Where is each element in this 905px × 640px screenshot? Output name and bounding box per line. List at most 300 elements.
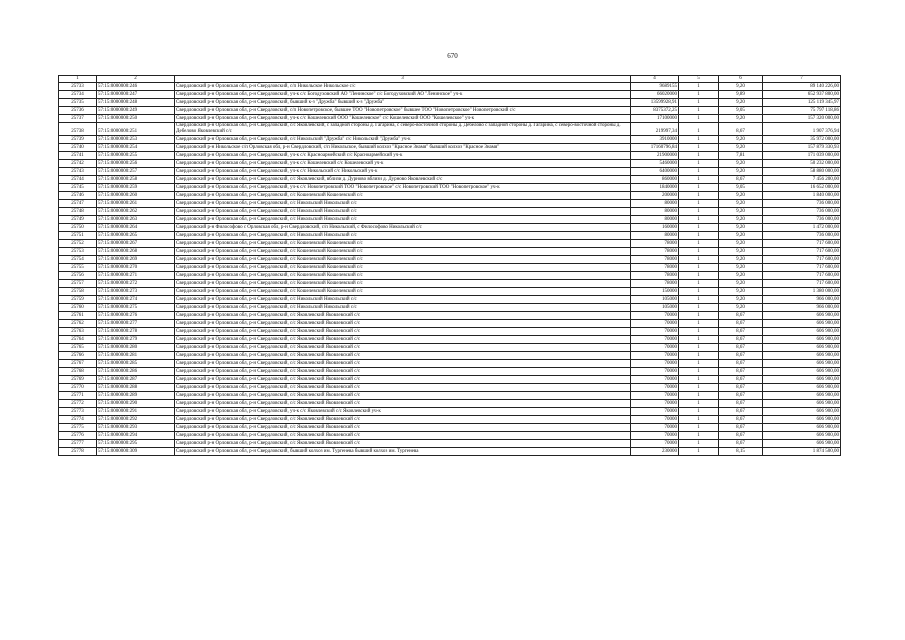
rate-value-cell: 8,67 [719, 176, 763, 184]
count-value-cell: 1 [679, 296, 719, 304]
count-value-cell: 1 [679, 320, 719, 328]
rate-value-cell: 8,67 [719, 336, 763, 344]
location-description-cell: Свердловский р-н Орловская обл, р-н Свердловский, с/с Яковлевский Яковлевский с/с [175, 336, 631, 344]
location-description-cell: Свердловский р-н Орловская обл, р-н Свердловский, с/с Яковлевский Яковлевский с/с [175, 360, 631, 368]
cadastral-number-cell: 57:15:0000000:264 [97, 224, 175, 232]
count-value-cell: 1 [679, 248, 719, 256]
rate-value-cell: 8,67 [719, 312, 763, 320]
row-number-cell: 25743 [59, 168, 97, 176]
location-description-cell: Свердловский р-н Орловская обл, р-н Свердловский, с/с Яковлевский Яковлевский с/с [175, 440, 631, 448]
row-number-cell: 25745 [59, 184, 97, 192]
rate-value-cell: 8,67 [719, 320, 763, 328]
cadastral-value-cell: 736 000,00 [763, 232, 841, 240]
location-description-cell: Свердловский р-н Орловская обл, р-н Свердловский, бывший колхоз им. Тургенева бывший колхоз им. Тургенева [175, 448, 631, 456]
row-number-cell: 25763 [59, 328, 97, 336]
count-value-cell: 1 [679, 288, 719, 296]
count-value-cell: 1 [679, 424, 719, 432]
area-value-cell: 70000 [631, 408, 679, 416]
count-value-cell: 1 [679, 176, 719, 184]
rate-value-cell: 9,20 [719, 208, 763, 216]
rate-value-cell: 9,20 [719, 280, 763, 288]
area-value-cell: 105000 [631, 296, 679, 304]
location-description-cell: Свердловский р-н Орловская обл, р-н Свердловский, с/с Никольский Никольский с/с [175, 208, 631, 216]
rate-value-cell: 8,67 [719, 400, 763, 408]
cadastral-number-cell: 57:15:0000000:274 [97, 296, 175, 304]
cadastral-number-cell: 57:15:0000000:249 [97, 107, 175, 115]
table-header [59, 76, 841, 83]
location-description-cell: Свердловский р-н Орловская обл, р-н Свердловский, с/с Кошелевский Кошелевский с/с [175, 280, 631, 288]
row-number-cell: 25748 [59, 208, 97, 216]
count-value-cell: 1 [679, 432, 719, 440]
cadastral-number-cell: 57:15:0000000:277 [97, 320, 175, 328]
table-row [59, 344, 841, 352]
rate-value-cell: 9,20 [719, 288, 763, 296]
location-description-cell: Свердловский р-н Орловская обл, р-н Свердловский, с/с Яковлевский Яковлевский с/с [175, 328, 631, 336]
location-description-cell: Свердловский р-н Орловская обл, р-н Свердловский, с/с Кошелевский Кошелевский с/с [175, 192, 631, 200]
cadastral-number-cell: 57:15:0000000:280 [97, 344, 175, 352]
count-value-cell: 1 [679, 328, 719, 336]
table-row [59, 216, 841, 224]
rate-value-cell: 9,20 [719, 192, 763, 200]
area-value-cell: 105000 [631, 304, 679, 312]
cadastral-value-cell: 35 972 000,00 [763, 136, 841, 144]
rate-value-cell: 9,20 [719, 264, 763, 272]
location-description-cell: Свердловский р-н Орловская обл, р-н Свердловский, с/с Никольский "Дружба" с/с Никольский "Дружба" уч-к [175, 136, 631, 144]
area-value-cell: 9689155 [631, 83, 679, 91]
cadastral-value-cell: 606 900,00 [763, 440, 841, 448]
cadastral-number-cell: 57:15:0000000:262 [97, 208, 175, 216]
cadastral-value-cell: 652 937 800,00 [763, 91, 841, 99]
area-value-cell: 3910000 [631, 136, 679, 144]
count-value-cell: 1 [679, 304, 719, 312]
count-value-cell: 1 [679, 368, 719, 376]
cadastral-number-cell: 57:15:0000000:272 [97, 280, 175, 288]
area-value-cell: 200000 [631, 192, 679, 200]
table-row [59, 288, 841, 296]
location-description-cell: Свердловский р-н Орловская обл, р-н Свердловский, с/с Яковлевский Яковлевский с/с [175, 368, 631, 376]
cadastral-value-cell: 717 600,00 [763, 264, 841, 272]
row-number-cell: 25771 [59, 392, 97, 400]
area-value-cell: 150000 [631, 288, 679, 296]
area-value-cell: 70000 [631, 424, 679, 432]
count-value-cell: 1 [679, 264, 719, 272]
column-header-1: 1 [59, 76, 97, 83]
table-row [59, 440, 841, 448]
rate-value-cell: 9,05 [719, 184, 763, 192]
area-value-cell: 70000 [631, 400, 679, 408]
cadastral-number-cell: 57:15:0000000:292 [97, 416, 175, 424]
area-value-cell: 6400000 [631, 168, 679, 176]
rate-value-cell: 9,05 [719, 107, 763, 115]
row-number-cell: 25774 [59, 416, 97, 424]
area-value-cell: 78000 [631, 248, 679, 256]
count-value-cell: 1 [679, 83, 719, 91]
rate-value-cell: 9,89 [719, 91, 763, 99]
location-description-cell: Свердловский р-н Орловская обл, р-н Свердловский, с/с Кошелевский Кошелевский с/с [175, 256, 631, 264]
row-number-cell: 25758 [59, 288, 97, 296]
rate-value-cell: 9,20 [719, 240, 763, 248]
cadastral-number-cell: 57:15:0000000:248 [97, 99, 175, 107]
area-value-cell: 8375372,25 [631, 107, 679, 115]
cadastral-number-cell: 57:15:0000000:254 [97, 144, 175, 152]
count-value-cell: 1 [679, 224, 719, 232]
count-value-cell: 1 [679, 208, 719, 216]
cadastral-number-cell: 57:15:0000000:294 [97, 432, 175, 440]
cadastral-value-cell: 606 900,00 [763, 344, 841, 352]
location-description-cell: Свердловский р-н Орловская обл, р-н Свердловский, с/с Никольский Никольский с/с [175, 216, 631, 224]
location-description-cell: Свердловский р-н Орловская обл, р-н Свердловский, с/с Яковлевский, вблизи д. Дурново вблизи д. Дурново Яковлевский с/с [175, 176, 631, 184]
cadastral-number-cell: 57:15:0000000:247 [97, 91, 175, 99]
rate-value-cell: 9,20 [719, 248, 763, 256]
table-row [59, 232, 841, 240]
cadastral-value-cell: 606 900,00 [763, 336, 841, 344]
location-description-cell: Свердловский р-н Орловская обл, р-н Свердловский, с/с Никольский Никольский с/с [175, 232, 631, 240]
cadastral-value-cell: 89 140 226,00 [763, 83, 841, 91]
row-number-cell: 25760 [59, 304, 97, 312]
rate-value-cell: 8,67 [719, 432, 763, 440]
table-row [59, 123, 841, 136]
cadastral-value-cell: 1 874 500,00 [763, 448, 841, 456]
area-value-cell: 80000 [631, 208, 679, 216]
cadastral-number-cell: 57:15:0000000:267 [97, 240, 175, 248]
row-number-cell: 25761 [59, 312, 97, 320]
table-row [59, 432, 841, 440]
count-value-cell: 1 [679, 152, 719, 160]
row-number-cell: 25778 [59, 448, 97, 456]
rate-value-cell: 9,20 [719, 144, 763, 152]
location-description-cell: Свердловский р-н Орловская обл, р-н Свердловский, бывший к-з "Дружба" бывший к-з "Дружба" [175, 99, 631, 107]
column-header-6: 6 [719, 76, 763, 83]
area-value-cell: 70000 [631, 320, 679, 328]
row-number-cell: 25751 [59, 232, 97, 240]
row-number-cell: 25747 [59, 200, 97, 208]
cadastral-number-cell: 57:15:0000000:288 [97, 384, 175, 392]
table-row [59, 368, 841, 376]
rate-value-cell: 8,67 [719, 352, 763, 360]
page-number: 670 [447, 52, 458, 60]
cadastral-number-cell: 57:15:0000000:261 [97, 200, 175, 208]
cadastral-number-cell: 57:15:0000000:258 [97, 176, 175, 184]
location-description-cell: Свердловский р-н Орловская обл, р-н Свердловский, с/с Никольский Никольский с/с [175, 296, 631, 304]
cadastral-value-cell: 717 600,00 [763, 272, 841, 280]
cadastral-value-cell: 736 000,00 [763, 200, 841, 208]
count-value-cell: 1 [679, 336, 719, 344]
location-description-cell: Свердловский р-н Орловская обл, р-н Свердловский, с/с Никольский Никольский с/с [175, 304, 631, 312]
row-number-cell: 25775 [59, 424, 97, 432]
rate-value-cell: 8,67 [719, 424, 763, 432]
area-value-cell: 80000 [631, 232, 679, 240]
cadastral-value-cell: 606 900,00 [763, 352, 841, 360]
cadastral-value-cell: 75 797 118,86 [763, 107, 841, 115]
area-value-cell: 70000 [631, 312, 679, 320]
area-value-cell: 70000 [631, 328, 679, 336]
rate-value-cell: 9,20 [719, 83, 763, 91]
location-description-cell: Свердловский р-н Орловская обл, р-н Свердловский, с/с Яковлевский Яковлевский с/с [175, 432, 631, 440]
location-description-cell: Свердловский р-н Орловская обл, р-н Свердловский, уч-к с/с Кошелевский ООО "Кошелевское" с/с Кошелевский ООО "Кошелевское" уч-к [175, 115, 631, 123]
location-description-cell: Свердловский р-н Никольское с/п Орловская обл, р-н Свердловский, с/п Никольское, бывший колхоз "Красное Знамя" бывший колхоз "Красное Знамя" [175, 144, 631, 152]
cadastral-value-cell: 1 840 000,00 [763, 192, 841, 200]
count-value-cell: 1 [679, 99, 719, 107]
cadastral-number-cell: 57:15:0000000:263 [97, 216, 175, 224]
land-registry-table [58, 75, 841, 456]
count-value-cell: 1 [679, 352, 719, 360]
cadastral-value-cell: 606 900,00 [763, 416, 841, 424]
table-row [59, 107, 841, 115]
cadastral-value-cell: 157 320 000,00 [763, 115, 841, 123]
table-row [59, 400, 841, 408]
cadastral-number-cell: 57:15:0000000:268 [97, 248, 175, 256]
cadastral-number-cell: 57:15:0000000:269 [97, 256, 175, 264]
count-value-cell: 1 [679, 240, 719, 248]
table-row [59, 360, 841, 368]
table-row [59, 192, 841, 200]
count-value-cell: 1 [679, 192, 719, 200]
cadastral-number-cell: 57:15:0000000:273 [97, 288, 175, 296]
count-value-cell: 1 [679, 136, 719, 144]
cadastral-value-cell: 125 119 345,97 [763, 99, 841, 107]
cadastral-number-cell: 57:15:0000000:256 [97, 160, 175, 168]
location-description-cell: Свердловский р-н Орловская обл, р-н Свердловский, с/п Новопетровское, бывшее ТОО "Новопетровское" бывшее ТОО "Новопетровское" Новопетровский с/с [175, 107, 631, 115]
cadastral-value-cell: 606 900,00 [763, 432, 841, 440]
cadastral-number-cell: 57:15:0000000:255 [97, 152, 175, 160]
column-header-5: 5 [679, 76, 719, 83]
table-row [59, 408, 841, 416]
area-value-cell: 70000 [631, 376, 679, 384]
rate-value-cell: 9,20 [719, 232, 763, 240]
rate-value-cell: 9,20 [719, 99, 763, 107]
table-row [59, 152, 841, 160]
location-description-cell: Свердловский р-н Орловская обл, р-н Свердловский, с/с Яковлевский Яковлевский с/с [175, 376, 631, 384]
cadastral-value-cell: 16 652 000,00 [763, 184, 841, 192]
row-number-cell: 25755 [59, 264, 97, 272]
count-value-cell: 1 [679, 400, 719, 408]
rate-value-cell: 9,20 [719, 216, 763, 224]
row-number-cell: 25742 [59, 160, 97, 168]
table-row [59, 176, 841, 184]
cadastral-number-cell: 57:15:0000000:271 [97, 272, 175, 280]
table-row [59, 160, 841, 168]
location-description-cell: Свердловский р-н Орловская обл, р-н Свердловский, уч-к с/с Никольский с/с Никольский уч-к [175, 168, 631, 176]
count-value-cell: 1 [679, 440, 719, 448]
area-value-cell: 70000 [631, 392, 679, 400]
location-description-cell: Свердловский р-н Орловская обл, р-н Свердловский, уч-к с/с Красноармейский с/с Красноармейский уч-к [175, 152, 631, 160]
cadastral-number-cell: 57:15:0000000:287 [97, 376, 175, 384]
area-value-cell: 160000 [631, 224, 679, 232]
row-number-cell: 25738 [59, 123, 97, 136]
rate-value-cell: 9,20 [719, 115, 763, 123]
row-number-cell: 25737 [59, 115, 97, 123]
count-value-cell: 1 [679, 256, 719, 264]
area-value-cell: 5460000 [631, 160, 679, 168]
cadastral-number-cell: 57:15:0000000:309 [97, 448, 175, 456]
column-header-4: 4 [631, 76, 679, 83]
location-description-cell: Свердловский р-н Орловская обл, р-н Свердловский, с/с Кошелевский Кошелевский с/с [175, 272, 631, 280]
cadastral-number-cell: 57:15:0000000:281 [97, 352, 175, 360]
cadastral-value-cell: 58 880 000,00 [763, 168, 841, 176]
rate-value-cell: 9,20 [719, 256, 763, 264]
rate-value-cell: 8,15 [719, 448, 763, 456]
cadastral-value-cell: 1 472 000,00 [763, 224, 841, 232]
area-value-cell: 70000 [631, 440, 679, 448]
table-row [59, 424, 841, 432]
row-number-cell: 25772 [59, 400, 97, 408]
cadastral-number-cell: 57:15:0000000:253 [97, 136, 175, 144]
table-row [59, 184, 841, 192]
location-description-cell: Свердловский р-н Орловская обл, р-н Свердловский, с/с Яковлевский Яковлевский с/с [175, 352, 631, 360]
location-description-cell: Свердловский р-н Орловская обл, р-н Свердловский, с/с Кошелевский Кошелевский с/с [175, 264, 631, 272]
row-number-cell: 25754 [59, 256, 97, 264]
cadastral-number-cell: 57:15:0000000:251 [97, 123, 175, 136]
location-description-cell: Свердловский р-н Орловская обл, р-н Свердловский, с/с Яковлевский Яковлевский с/с [175, 312, 631, 320]
location-description-cell: Свердловский р-н Орловская обл, р-н Свердловский, с/с Яковлевский Яковлевский с/с [175, 384, 631, 392]
cadastral-value-cell: 157 879 330,93 [763, 144, 841, 152]
cadastral-value-cell: 606 900,00 [763, 368, 841, 376]
count-value-cell: 1 [679, 123, 719, 136]
rate-value-cell: 9,20 [719, 224, 763, 232]
row-number-cell: 25741 [59, 152, 97, 160]
area-value-cell: 70000 [631, 344, 679, 352]
area-value-cell: 70000 [631, 432, 679, 440]
area-value-cell: 70000 [631, 360, 679, 368]
cadastral-number-cell: 57:15:0000000:270 [97, 264, 175, 272]
row-number-cell: 25733 [59, 83, 97, 91]
cadastral-value-cell: 1 907 376,94 [763, 123, 841, 136]
cadastral-value-cell: 1 380 000,00 [763, 288, 841, 296]
cadastral-number-cell: 57:15:0000000:246 [97, 83, 175, 91]
column-header-2: 2 [97, 76, 175, 83]
cadastral-value-cell: 606 900,00 [763, 424, 841, 432]
area-value-cell: 70000 [631, 384, 679, 392]
table-row [59, 304, 841, 312]
area-value-cell: 70000 [631, 416, 679, 424]
area-value-cell: 78000 [631, 272, 679, 280]
cadastral-number-cell: 57:15:0000000:276 [97, 312, 175, 320]
cadastral-value-cell: 717 600,00 [763, 240, 841, 248]
area-value-cell: 13599928,91 [631, 99, 679, 107]
location-description-cell: Свердловский р-н Орловская обл, р-н Свердловский, уч-к с/с Богодуховский АО "Ленинское" с/с Богодуховский АО "Ленинское" уч-к [175, 91, 631, 99]
row-number-cell: 25764 [59, 336, 97, 344]
table-row [59, 144, 841, 152]
location-description-cell: Свердловский р-н Орловская обл, р-н Свердловский, уч-к с/с Кошелевский с/с Кошелевский уч-к [175, 160, 631, 168]
count-value-cell: 1 [679, 168, 719, 176]
location-description-cell: Свердловский р-н Орловская обл, р-н Свердловский, с/с Никольский Никольский с/с [175, 200, 631, 208]
area-value-cell: 21900000 [631, 152, 679, 160]
rate-value-cell: 8,67 [719, 384, 763, 392]
location-description-cell: Свердловский р-н Орловская обл, р-н Свердловский, с/с Яковлевский Яковлевский с/с [175, 320, 631, 328]
row-number-cell: 25768 [59, 368, 97, 376]
row-number-cell: 25777 [59, 440, 97, 448]
location-description-cell: Свердловский р-н Орловская обл, р-н Свердловский, с/с Яковлевский Яковлевский с/с [175, 344, 631, 352]
cadastral-number-cell: 57:15:0000000:260 [97, 192, 175, 200]
cadastral-value-cell: 606 900,00 [763, 408, 841, 416]
cadastral-value-cell: 50 232 000,00 [763, 160, 841, 168]
count-value-cell: 1 [679, 216, 719, 224]
count-value-cell: 1 [679, 392, 719, 400]
table-row [59, 448, 841, 456]
row-number-cell: 25744 [59, 176, 97, 184]
cadastral-value-cell: 736 000,00 [763, 208, 841, 216]
count-value-cell: 1 [679, 160, 719, 168]
cadastral-number-cell: 57:15:0000000:289 [97, 392, 175, 400]
cadastral-number-cell: 57:15:0000000:286 [97, 368, 175, 376]
table-row [59, 296, 841, 304]
count-value-cell: 1 [679, 448, 719, 456]
row-number-cell: 25769 [59, 376, 97, 384]
area-value-cell: 78000 [631, 264, 679, 272]
count-value-cell: 1 [679, 360, 719, 368]
cadastral-value-cell: 606 900,00 [763, 328, 841, 336]
row-number-cell: 25762 [59, 320, 97, 328]
cadastral-value-cell: 717 600,00 [763, 280, 841, 288]
row-number-cell: 25739 [59, 136, 97, 144]
count-value-cell: 1 [679, 144, 719, 152]
location-description-cell: Свердловский р-н Орловская обл, р-н Свердловский, с/с Яковлевский, с западной стороны д. Гагарина, с северо-восточной стороны д. Дебелово с западной стороны д. Гагарина, с северо-восточной стороны д. Дебелово Яковлевский с/с [175, 123, 631, 136]
location-description-cell: Свердловский р-н Философово с Орловская обл, р-н Свердловский, с/п Никольский, с Философово Никольский с/с [175, 224, 631, 232]
cadastral-value-cell: 7 456 200,00 [763, 176, 841, 184]
row-number-cell: 25736 [59, 107, 97, 115]
row-number-cell: 25740 [59, 144, 97, 152]
cadastral-number-cell: 57:15:0000000:279 [97, 336, 175, 344]
rate-value-cell: 9,20 [719, 200, 763, 208]
count-value-cell: 1 [679, 200, 719, 208]
location-description-cell: Свердловский р-н Орловская обл, р-н Свердловский, с/с Яковлевский Яковлевский с/с [175, 424, 631, 432]
cadastral-value-cell: 736 000,00 [763, 216, 841, 224]
table-row [59, 99, 841, 107]
cadastral-value-cell: 717 600,00 [763, 256, 841, 264]
cadastral-number-cell: 57:15:0000000:250 [97, 115, 175, 123]
cadastral-number-cell: 57:15:0000000:278 [97, 328, 175, 336]
area-value-cell: 70000 [631, 336, 679, 344]
rate-value-cell: 7,81 [719, 152, 763, 160]
table-row [59, 256, 841, 264]
table-row [59, 328, 841, 336]
cadastral-number-cell: 57:15:0000000:257 [97, 168, 175, 176]
row-number-cell: 25773 [59, 408, 97, 416]
count-value-cell: 1 [679, 232, 719, 240]
rate-value-cell: 8,67 [719, 408, 763, 416]
table-row [59, 376, 841, 384]
row-number-cell: 25770 [59, 384, 97, 392]
rate-value-cell: 9,20 [719, 168, 763, 176]
rate-value-cell: 8,67 [719, 360, 763, 368]
count-value-cell: 1 [679, 280, 719, 288]
count-value-cell: 1 [679, 312, 719, 320]
area-value-cell: 78000 [631, 256, 679, 264]
location-description-cell: Свердловский р-н Орловская обл, р-н Свердловский, с/с Яковлевский Яковлевский с/с [175, 400, 631, 408]
area-value-cell: 80000 [631, 200, 679, 208]
table-row [59, 83, 841, 91]
area-value-cell: 860000 [631, 176, 679, 184]
location-description-cell: Свердловский р-н Орловская обл, р-н Свердловский, с/с Яковлевский Яковлевский с/с [175, 392, 631, 400]
cadastral-value-cell: 606 900,00 [763, 360, 841, 368]
location-description-cell: Свердловский р-н Орловская обл, р-н Свердловский, с/с Кошелевский Кошелевский с/с [175, 288, 631, 296]
count-value-cell: 1 [679, 416, 719, 424]
table-row [59, 312, 841, 320]
table-row [59, 280, 841, 288]
table-row [59, 272, 841, 280]
area-value-cell: 70000 [631, 352, 679, 360]
table-row [59, 136, 841, 144]
cadastral-number-cell: 57:15:0000000:290 [97, 400, 175, 408]
area-value-cell: 230000 [631, 448, 679, 456]
table-row [59, 240, 841, 248]
row-number-cell: 25746 [59, 192, 97, 200]
cadastral-number-cell: 57:15:0000000:265 [97, 232, 175, 240]
cadastral-number-cell: 57:15:0000000:285 [97, 360, 175, 368]
row-number-cell: 25735 [59, 99, 97, 107]
area-value-cell: 17100000 [631, 115, 679, 123]
cadastral-value-cell: 606 900,00 [763, 392, 841, 400]
